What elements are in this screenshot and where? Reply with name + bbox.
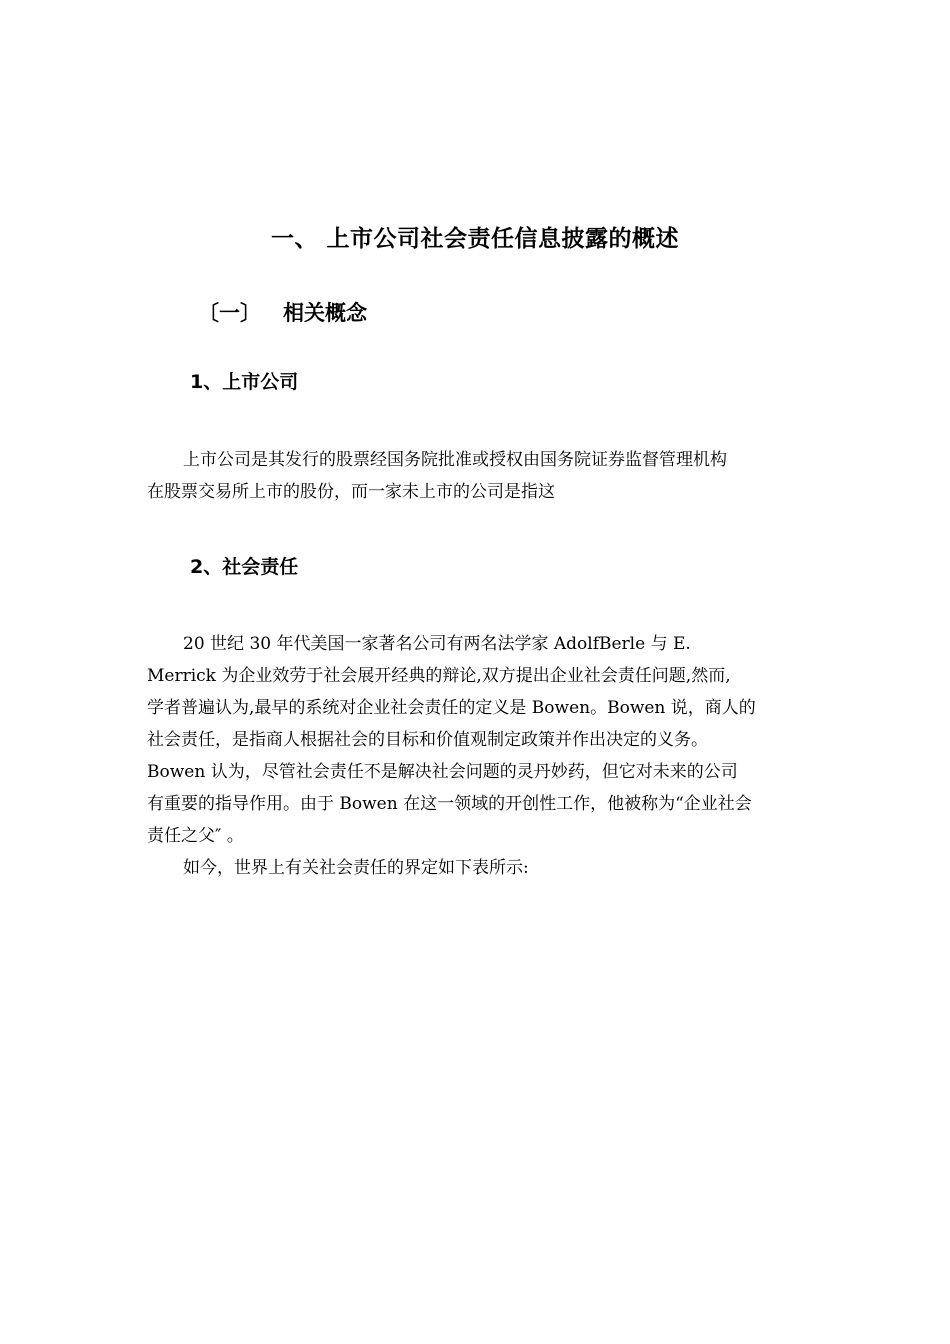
text-line: 社会责任，是指商人根据社会的目标和价值观制定政策并作出决定的义务。 (147, 730, 708, 750)
text-line: 20 世纪 30 年代美国一家著名公司有两名法学家 AdolfBerle 与 E. (183, 634, 691, 654)
section-heading (198, 298, 367, 328)
subsection-heading-listed-company: 1、上市公司 (190, 371, 299, 393)
text-line: 在股票交易所上市的股份，而一家未上市的公司是指这 (147, 482, 555, 502)
section-title: 相关概念 (283, 301, 367, 325)
text-line: 如今，世界上有关社会责任的界定如下表所示: (183, 858, 529, 878)
paragraph-social-responsibility (147, 628, 817, 884)
text-line: Bowen 认为，尽管社会责任不是解决社会问题的灵丹妙药，但它对未来的公司 (147, 762, 738, 782)
text-line: 责任之父″ 。 (147, 826, 244, 846)
text-line: 有重要的指导作用。由于 Bowen 在这一领域的开创性工作，他被称为“企业社会 (147, 794, 752, 814)
text-line: 学者普遍认为,最早的系统对企业社会责任的定义是 Bowen。Bowen 说，商人的 (147, 698, 756, 718)
subsection-heading-social-responsibility: 2、社会责任 (190, 556, 299, 578)
paragraph-listed-company (147, 444, 817, 508)
text-line: 上市公司是其发行的股票经国务院批准或授权由国务院证券监督管理机构 (183, 450, 727, 470)
text-line: Merrick 为企业效劳于社会展开经典的辩论,双方提出企业社会责任问题,然而, (147, 666, 731, 686)
section-number: 〔一〕 (198, 301, 261, 325)
chapter-heading: 一、 上市公司社会责任信息披露的概述 (270, 226, 679, 252)
